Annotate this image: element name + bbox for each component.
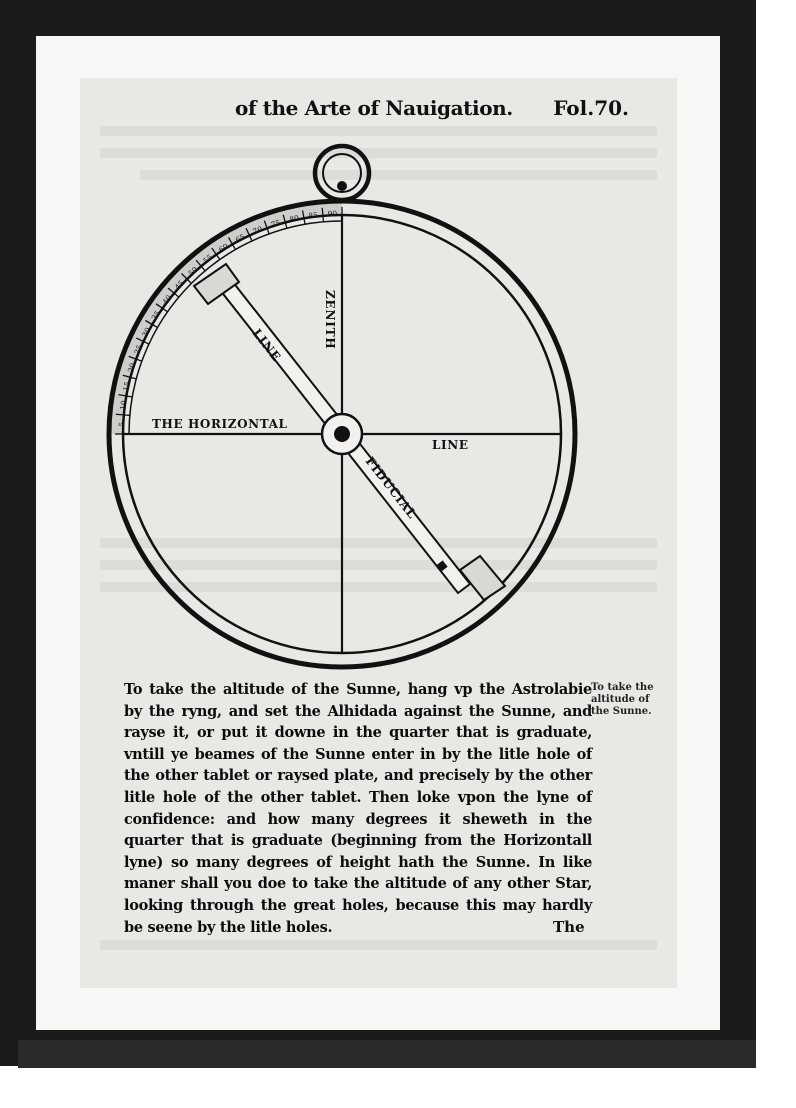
degree-tick-label: 85 [307, 210, 319, 221]
degree-tick-label: 30 [140, 325, 153, 339]
degree-tick-label: 90 [327, 209, 338, 219]
hanging-ring [315, 146, 369, 200]
degree-tick-label: 5 [117, 421, 127, 427]
frame-shadow [18, 1040, 756, 1068]
label-fiducial-line: LINE [249, 326, 284, 365]
degree-tick-label: 70 [251, 224, 264, 237]
degree-tick-label: 55 [201, 252, 215, 266]
degree-tick-label: 40 [160, 293, 174, 307]
degree-tick-label: 60 [217, 241, 230, 255]
faint-marginal-bleed [550, 340, 650, 351]
degree-tick-label: 75 [269, 217, 282, 230]
degree-tick-label: 15 [121, 380, 133, 392]
degree-tick-label: 25 [132, 343, 145, 356]
body-paragraph: To take the altitude of the Sunne, hang vp the Astrolabie by the ryng, and set the Alhidada against the Sunne, and rayse it, or put it downe in the quarter that is graduate, vntill ye beames of the Sunne enter in by the litle hole of the other tablet or raysed plate, and precisely by the other litle hole of the other tablet. Then loke vpon the lyne of confidence: and how many degrees it sheweth in the quarter that is graduate (beginning from the Horizontall lyne) so many degrees of height hath the Sunne. In like maner shall you doe to take the altitude of any other Star, looking through the great holes, because this may hardly be seene by the litle holes. [124, 681, 592, 936]
book-page [80, 78, 677, 988]
astrolabe-diagram [80, 78, 677, 678]
degree-tick-label: 50 [186, 264, 200, 278]
label-zenith: ZENITH [323, 290, 337, 350]
folio-number: Fol.70. [553, 96, 629, 120]
catchword: The [553, 918, 585, 936]
degree-tick-label: 10 [118, 399, 129, 411]
degree-tick-label: 35 [149, 309, 163, 322]
label-horizontal-line: LINE [432, 438, 469, 452]
label-fiducial: FIDUCIAL [362, 454, 420, 522]
show-through [100, 940, 657, 950]
running-head-title: of the Arte of Nauigation. [235, 96, 513, 120]
degree-tick-label: 20 [125, 361, 138, 374]
label-horizontal: THE HORIZONTAL [152, 417, 288, 431]
marginal-note: To take the altitude of the Sunne. [591, 682, 654, 717]
degree-tick-label: 80 [288, 213, 300, 225]
degree-tick-label: 65 [233, 232, 247, 245]
center-pin [334, 426, 350, 442]
sight-vane-lower [460, 556, 505, 600]
degree-tick-label: 45 [172, 278, 186, 292]
